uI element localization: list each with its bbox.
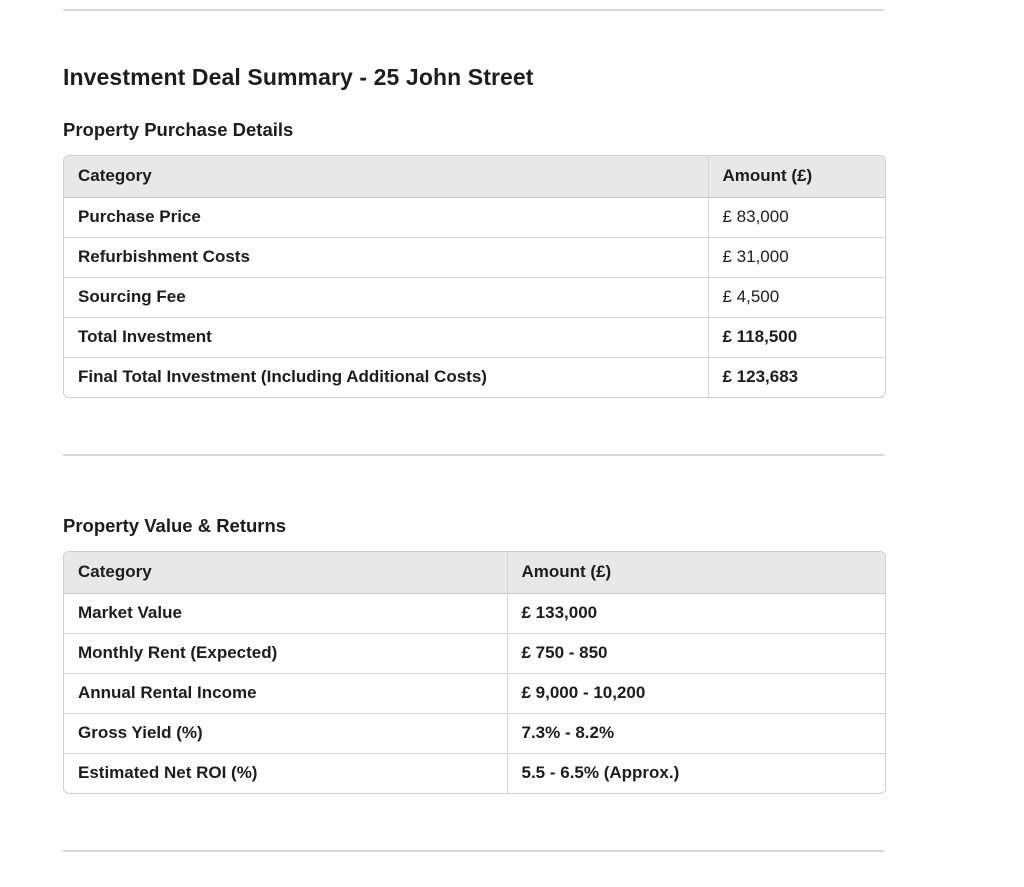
table-header-row <box>64 552 885 593</box>
column-header-category: Category <box>64 156 708 197</box>
table-row <box>64 277 885 317</box>
row-value: £ 118,500 <box>708 317 885 357</box>
divider-bottom <box>63 850 884 852</box>
row-label: Annual Rental Income <box>64 673 507 713</box>
divider-middle <box>63 454 884 456</box>
column-header-category: Category <box>64 552 507 593</box>
divider-top <box>63 9 884 11</box>
column-header-amount: Amount (£) <box>507 552 885 593</box>
row-value: £ 9,000 - 10,200 <box>507 673 885 713</box>
table-row <box>64 673 885 713</box>
row-label: Refurbishment Costs <box>64 237 708 277</box>
page-title: Investment Deal Summary - 25 John Street <box>63 64 534 90</box>
row-value: £ 750 - 850 <box>507 633 885 673</box>
row-label: Gross Yield (%) <box>64 713 507 753</box>
table-row <box>64 357 885 397</box>
table-row <box>64 197 885 237</box>
row-value: £ 83,000 <box>708 197 885 237</box>
row-value: £ 31,000 <box>708 237 885 277</box>
table-row <box>64 633 885 673</box>
row-label: Final Total Investment (Including Additional Costs) <box>78 367 487 387</box>
returns-table <box>63 551 886 794</box>
returns-heading: Property Value & Returns <box>63 515 287 536</box>
row-label: Monthly Rent (Expected) <box>64 633 507 673</box>
table-row <box>64 317 885 357</box>
row-label: Total Investment <box>64 317 708 357</box>
table-row <box>64 593 885 633</box>
table-header-row <box>64 156 885 197</box>
column-header-amount: Amount (£) <box>708 156 885 197</box>
row-label: Purchase Price <box>64 197 708 237</box>
row-label: Estimated Net ROI (%) <box>78 763 258 783</box>
table-row <box>64 713 885 753</box>
row-label: Sourcing Fee <box>64 277 708 317</box>
row-value: £ 123,683 <box>708 357 885 397</box>
row-label: Market Value <box>64 593 507 633</box>
row-value: £ 133,000 <box>507 593 885 633</box>
purchase-heading: Property Purchase Details <box>63 119 294 140</box>
purchase-table <box>63 155 886 398</box>
row-value: £ 4,500 <box>708 277 885 317</box>
row-value: 5.5 - 6.5% (Approx.) <box>507 753 885 793</box>
table-row <box>64 237 885 277</box>
table-row <box>64 753 885 793</box>
row-value: 7.3% - 8.2% <box>507 713 885 753</box>
